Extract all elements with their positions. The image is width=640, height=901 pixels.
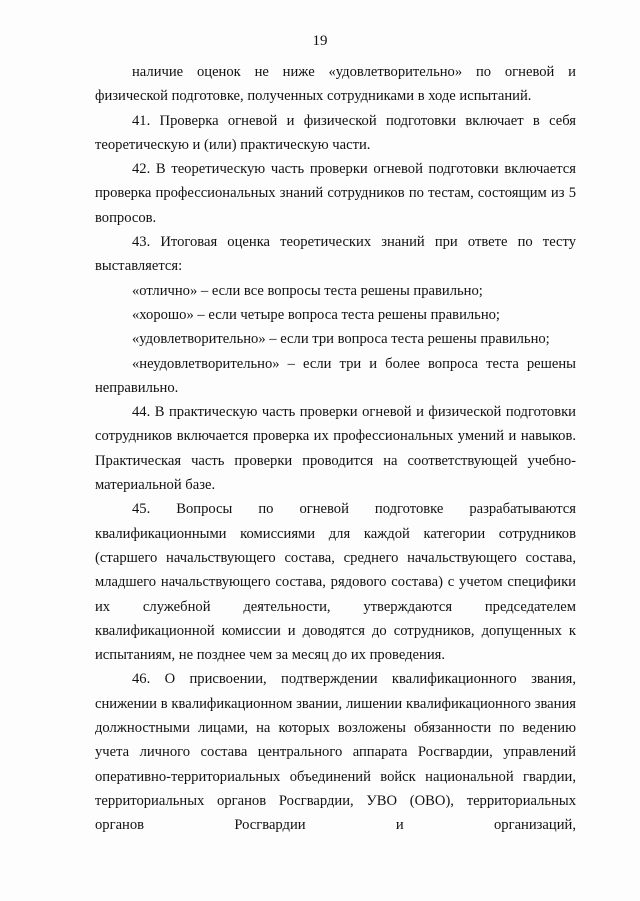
paragraph-42: 42. В теоретическую часть проверки огневой подготовки включается проверка профессиональных знаний сотрудников по тестам, состоящим из 5 вопросов. — [95, 161, 576, 226]
grade-satisfactory-line: «удовлетворительно» – если три вопроса теста решены правильно; — [132, 331, 550, 348]
grade-excellent-line: «отлично» – если все вопросы теста решены правильно; — [132, 282, 483, 299]
document-body — [95, 60, 576, 838]
paragraph-continuation: наличие оценок не ниже «удовлетворительно» по огневой и физической подготовке, полученных сотрудниками в ходе испытаний. — [95, 64, 576, 105]
paragraph-45: 45. Вопросы по огневой подготовке разрабатываются квалификационными комиссиями для каждой категории сотрудников (старшего начальствующего состава, среднего начальствующего состава, младшего начальствующего состава, рядового состава) с учетом специфики их служебной деятельности, утверждаются председателем квалификационной комиссии и доводятся до сотрудников, допущенных к испытаниям, не позднее чем за месяц до их проведения. — [95, 501, 576, 664]
grade-good-line: «хорошо» – если четыре вопроса теста решены правильно; — [132, 306, 500, 323]
paragraph-46: 46. О присвоении, подтверждении квалификационного звания, снижении в квалификационном звании, лишении квалификационного звания должностными лицами, на которых возложены обязанности по ведению учета личного состава центрального аппарата Росгвардии, управлений оперативно-территориальных объединений войск национальной гвардии, территориальных органов Росгвардии, УВО (ОВО), территориальных органов Росгвардии и организаций, — [95, 671, 576, 834]
paragraph-44: 44. В практическую часть проверки огневой и физической подготовки сотрудников включается проверка их профессиональных умений и навыков. Практическая часть проверки проводится на соответствующей учебно-материальной базе. — [95, 404, 576, 494]
paragraph-43: 43. Итоговая оценка теоретических знаний при ответе по тесту выставляется: — [95, 234, 576, 275]
grade-unsatisfactory-line: «неудовлетворительно» – если три и более вопроса теста решены неправильно. — [95, 355, 576, 396]
page-number: 19 — [312, 33, 328, 49]
paragraph-41: 41. Проверка огневой и физической подготовки включает в себя теоретическую и (или) практическую части. — [95, 112, 576, 153]
